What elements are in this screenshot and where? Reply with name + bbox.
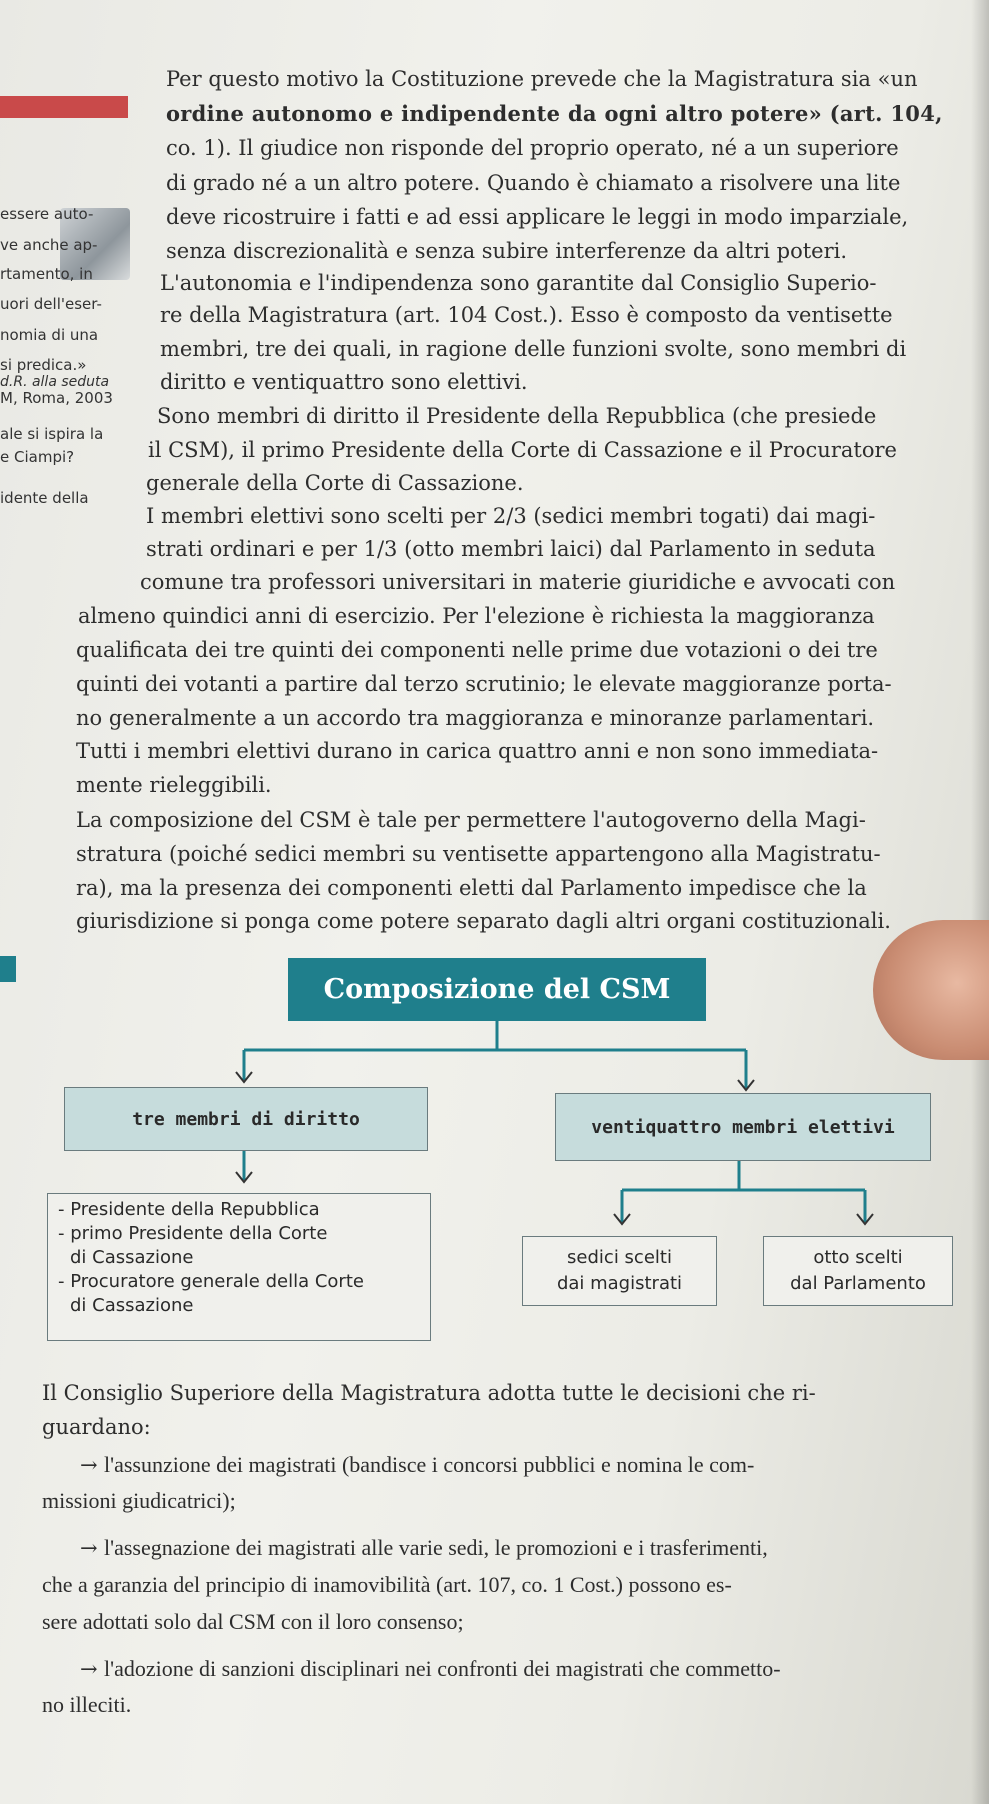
sub-label: sedici scelti bbox=[567, 1247, 672, 1268]
text-line: l'assunzione dei magistrati (bandisce i concorsi pubblici e nomina le com- bbox=[104, 1452, 755, 1477]
text-line: La composizione del CSM è tale per permettere l'autogoverno della Magi- bbox=[76, 808, 866, 832]
text-line: ordine autonomo e indipendente da ogni altro potere» (art. 104, bbox=[166, 101, 943, 126]
list-item: di Cassazione bbox=[70, 1295, 194, 1316]
sidebar-line: rtamento, in bbox=[0, 265, 93, 283]
text-line: strati ordinari e per 1/3 (otto membri laici) dal Parlamento in seduta bbox=[146, 537, 876, 561]
text-line: membri, tre dei quali, in ragione delle funzioni svolte, sono membri di bbox=[160, 337, 907, 361]
text-line: generale della Corte di Cassazione. bbox=[146, 471, 524, 495]
list-item: di Cassazione bbox=[70, 1247, 194, 1268]
text-line: quinti dei votanti a partire dal terzo scrutinio; le elevate maggioranze porta- bbox=[76, 672, 892, 696]
text-line: re della Magistratura (art. 104 Cost.). Esso è composto da ventisette bbox=[160, 303, 893, 327]
text-line: ra), ma la presenza dei componenti eletti dal Parlamento impedisce che la bbox=[76, 876, 867, 900]
text-line: missioni giudicatrici); bbox=[42, 1488, 236, 1513]
text-line: guardano: bbox=[42, 1415, 151, 1439]
sidebar-line: idente della bbox=[0, 489, 89, 507]
list-item: - Presidente della Repubblica bbox=[58, 1199, 320, 1220]
sidebar-line: si predica.» bbox=[0, 356, 87, 374]
sidebar-question: e Ciampi? bbox=[0, 448, 75, 466]
box-ex-officio: tre membri di diritto bbox=[64, 1087, 428, 1151]
sidebar-citation: M, Roma, 2003 bbox=[0, 389, 113, 407]
box-elected: ventiquattro membri elettivi bbox=[555, 1093, 931, 1161]
sidebar-question: ale si ispira la bbox=[0, 425, 104, 443]
text-line: I membri elettivi sono scelti per 2/3 (sedici membri togati) dai magi- bbox=[146, 504, 876, 528]
text-line: giurisdizione si ponga come potere separato dagli altri organi costituzionali. bbox=[76, 909, 891, 933]
text-line: l'adozione di sanzioni disciplinari nei confronti dei magistrati che commetto- bbox=[104, 1656, 781, 1681]
bullet-arrow-icon: → bbox=[80, 1657, 98, 1681]
text-line: sere adottati solo dal CSM con il loro consenso; bbox=[42, 1609, 464, 1634]
sidebar-line: essere auto- bbox=[0, 205, 94, 223]
text-line: deve ricostruire i fatti e ad essi applicare le leggi in modo imparziale, bbox=[166, 205, 909, 229]
bullet-arrow-icon: → bbox=[80, 1453, 98, 1477]
text-line: Il Consiglio Superiore della Magistratura adotta tutte le decisioni che ri- bbox=[42, 1381, 816, 1405]
box-parliament bbox=[763, 1236, 953, 1306]
text-line: diritto e ventiquattro sono elettivi. bbox=[160, 370, 528, 394]
text-line: stratura (poiché sedici membri su ventisette appartengono alla Magistratu- bbox=[76, 842, 881, 866]
list-item: - primo Presidente della Corte bbox=[58, 1223, 328, 1244]
sub-label: dal Parlamento bbox=[790, 1273, 926, 1294]
text-line: qualificata dei tre quinti dei componenti nelle prime due votazioni o dei tre bbox=[76, 638, 878, 662]
text-line: di grado né a un altro potere. Quando è chiamato a risolvere una lite bbox=[166, 171, 901, 195]
sidebar-line: nomia di una bbox=[0, 326, 99, 344]
diagram-title: Composizione del CSM bbox=[288, 958, 706, 1021]
text-line: comune tra professori universitari in materie giuridiche e avvocati con bbox=[140, 570, 896, 594]
box-magistrates bbox=[522, 1236, 717, 1306]
text-line: l'assegnazione dei magistrati alle varie sedi, le promozioni e i trasferimenti, bbox=[104, 1535, 768, 1560]
sidebar-citation: d.R. alla seduta bbox=[0, 374, 110, 390]
text-line: no illeciti. bbox=[42, 1692, 132, 1717]
text-line: mente rieleggibili. bbox=[76, 773, 272, 797]
list-item: - Procuratore generale della Corte bbox=[58, 1271, 364, 1292]
text-line: il CSM), il primo Presidente della Corte di Cassazione e il Procuratore bbox=[148, 438, 897, 462]
text-line: Tutti i membri elettivi durano in carica quattro anni e non sono immediata- bbox=[76, 739, 879, 763]
ex-officio-list bbox=[47, 1193, 431, 1341]
text-line: Per questo motivo la Costituzione prevede che la Magistratura sia «un bbox=[166, 67, 918, 91]
sidebar-line: uori dell'eser- bbox=[0, 295, 102, 313]
text-line: senza discrezionalità e senza subire interferenze da altri poteri. bbox=[166, 239, 848, 263]
sidebar-line: ve anche ap- bbox=[0, 236, 98, 254]
sub-label: otto scelti bbox=[813, 1247, 903, 1268]
text-line: L'autonomia e l'indipendenza sono garantite dal Consiglio Superio- bbox=[160, 271, 877, 295]
bullet-arrow-icon: → bbox=[80, 1536, 98, 1560]
sub-label: dai magistrati bbox=[556, 1273, 683, 1294]
text-line: co. 1). Il giudice non risponde del proprio operato, né a un superiore bbox=[166, 136, 899, 160]
text-line: almeno quindici anni di esercizio. Per l'elezione è richiesta la maggioranza bbox=[78, 604, 875, 628]
text-line: no generalmente a un accordo tra maggioranza e minoranze parlamentari. bbox=[76, 706, 875, 730]
text-line: che a garanzia del principio di inamovibilità (art. 107, co. 1 Cost.) possono es- bbox=[42, 1572, 732, 1597]
text-line: Sono membri di diritto il Presidente della Repubblica (che presiede bbox=[157, 404, 877, 428]
